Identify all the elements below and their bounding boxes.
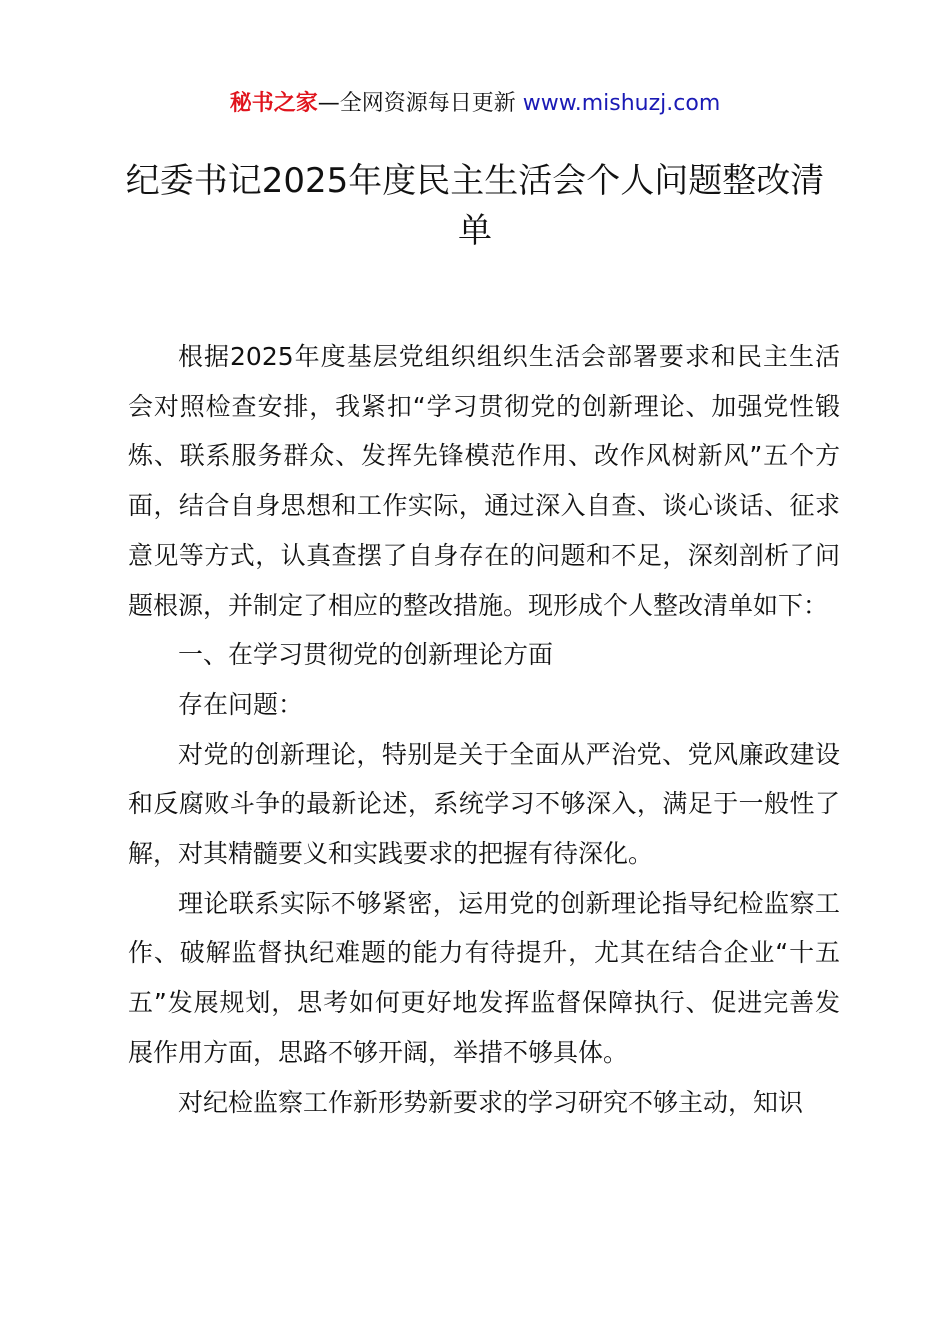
subsection-label: 存在问题： xyxy=(178,689,304,719)
intro-paragraph: 根据2025年度基层党组织组织生活会部署要求和民主生活会对照检查安排，我紧扣“学习贯彻党的创新理论、加强党性锻炼、联系服务群众、发挥先锋模范作用、改作风树新风”五个方面，结合自身思想和工作实际，通过深入自查、谈心谈话、征求意见等方式，认真查摆了自身存在的问题和不足，深刻剖析了问题根源，并制定了相应的整改措施。现形成个人整改清单如下： xyxy=(128,342,840,620)
document-title: 纪委书记2025年度民主生活会个人问题整改清单 xyxy=(125,161,825,251)
section-heading: 一、在学习贯彻党的创新理论方面 xyxy=(178,640,554,670)
problem-paragraph: 理论联系实际不够紧密，运用党的创新理论指导纪检监察工作、破解监督执纪难题的能力有待提升，尤其在结合企业“十五五”发展规划，思考如何更好地发挥监督保障执行、促进完善发展作用方面，思路不够开阔，举措不够具体。 xyxy=(128,888,840,1067)
header-brand: 秘书之家 xyxy=(229,91,318,116)
document-body xyxy=(128,332,840,1127)
problem-paragraph: 对纪检监察工作新形势新要求的学习研究不够主动，知识 xyxy=(178,1087,804,1117)
header-slogan: —全网资源每日更新 xyxy=(317,91,523,116)
problem-paragraph: 对党的创新理论，特别是关于全面从严治党、党风廉政建设和反腐败斗争的最新论述，系统学习不够深入，满足于一般性了解，对其精髓要义和实践要求的把握有待深化。 xyxy=(128,739,840,869)
page-header xyxy=(0,88,950,120)
header-url-link[interactable]: www.mishuzj.com xyxy=(522,91,721,116)
